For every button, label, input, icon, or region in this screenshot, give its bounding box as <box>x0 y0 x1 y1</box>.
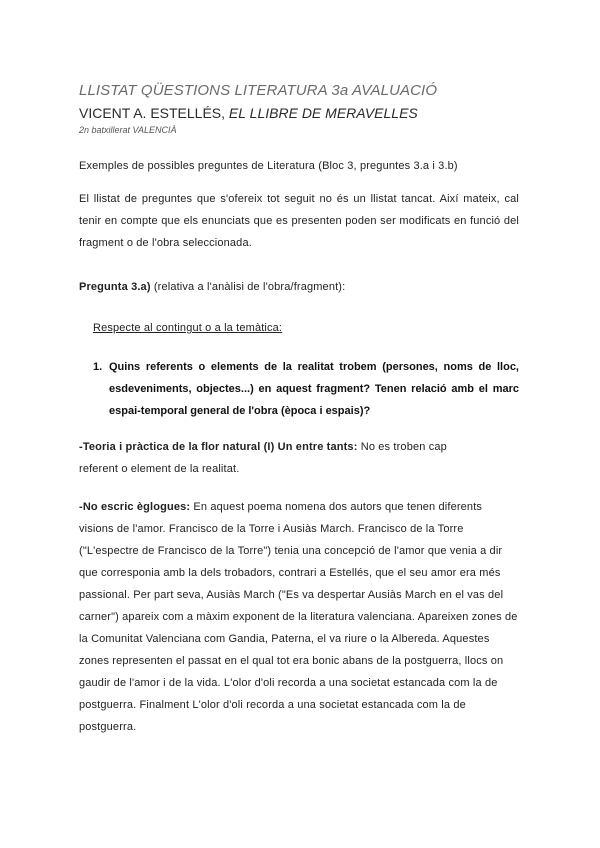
document-subtitle <box>79 105 418 121</box>
question-number: 1. <box>93 361 103 373</box>
question-section-heading <box>79 276 519 298</box>
intro-note: El llistat de preguntes que s'ofereix tot seguit no és un llistat tancat. Així mateix, cal tenir en compte que els enunciats que es presenten poden ser modificats en funció del fragment o de l'obra seleccionada. <box>79 193 519 249</box>
examples-line: Exemples de possibles preguntes de Literatura (Bloc 3, preguntes 3.a i 3.b) <box>79 160 458 172</box>
course-label: 2n batxillerat VALENCIÀ <box>79 125 177 135</box>
answer-paragraph-2 <box>79 496 519 738</box>
answer-heading-2: -No escric èglogues: <box>79 501 191 513</box>
answer-body-1: No es troben cap referent o element de la realitat. <box>79 441 447 475</box>
content-subheading: Respecte al contingut o a la temàtica: <box>93 322 283 334</box>
question-text: Quins referents o elements de la realitat trobem (persones, noms de lloc, esdeveniments, objectes...) en aquest fragment? Tenen relació amb el marc espai-temporal general de l'obra (època i espais)? <box>109 361 519 417</box>
answer-heading-1: -Teoria i pràctica de la flor natural (I) Un entre tants: <box>79 441 358 453</box>
question-section-description: (relativa a l'anàlisi de l'obra/fragment): <box>150 281 346 293</box>
question-section-label: Pregunta 3.a) <box>79 281 151 293</box>
question-item <box>93 356 519 422</box>
answer-paragraph-1 <box>79 436 449 480</box>
book-title: EL LLIBRE DE MERAVELLES <box>228 105 418 121</box>
document-title: LLISTAT QÜESTIONS LITERATURA 3a AVALUACIÓ <box>79 82 438 99</box>
author-name: VICENT A. ESTELLÉS, <box>79 105 226 121</box>
answer-body-2: En aquest poema nomena dos autors que tenen diferents visions de l'amor. Francisco de la Torre i Ausiàs March. Francisco de la Torre ("L'espectre de Francisco de la Torre") tenia una concepció de l'amor que venia a dir que corresponia amb la dels trobadors, contrari a Estellés, que el seu amor era més passional. Per part seva, Ausiàs March ("Es va despertar Ausiàs March en el vas del carner") apareix com a màxim exponent de la literatura valenciana. Apareixen zones de la Comunitat Valenciana com Gandia, Paterna, el va riure o la Albereda. Aquestes zones representen el passat en el qual tot era bonic abans de la postguerra, llocs on gaudir de l'amor i de la vida. L'olor d'oli recorda a una societat estancada com la de postguerra. Finalment L'olor d'oli recorda a una societat estancada com la de postguerra. <box>79 501 518 733</box>
